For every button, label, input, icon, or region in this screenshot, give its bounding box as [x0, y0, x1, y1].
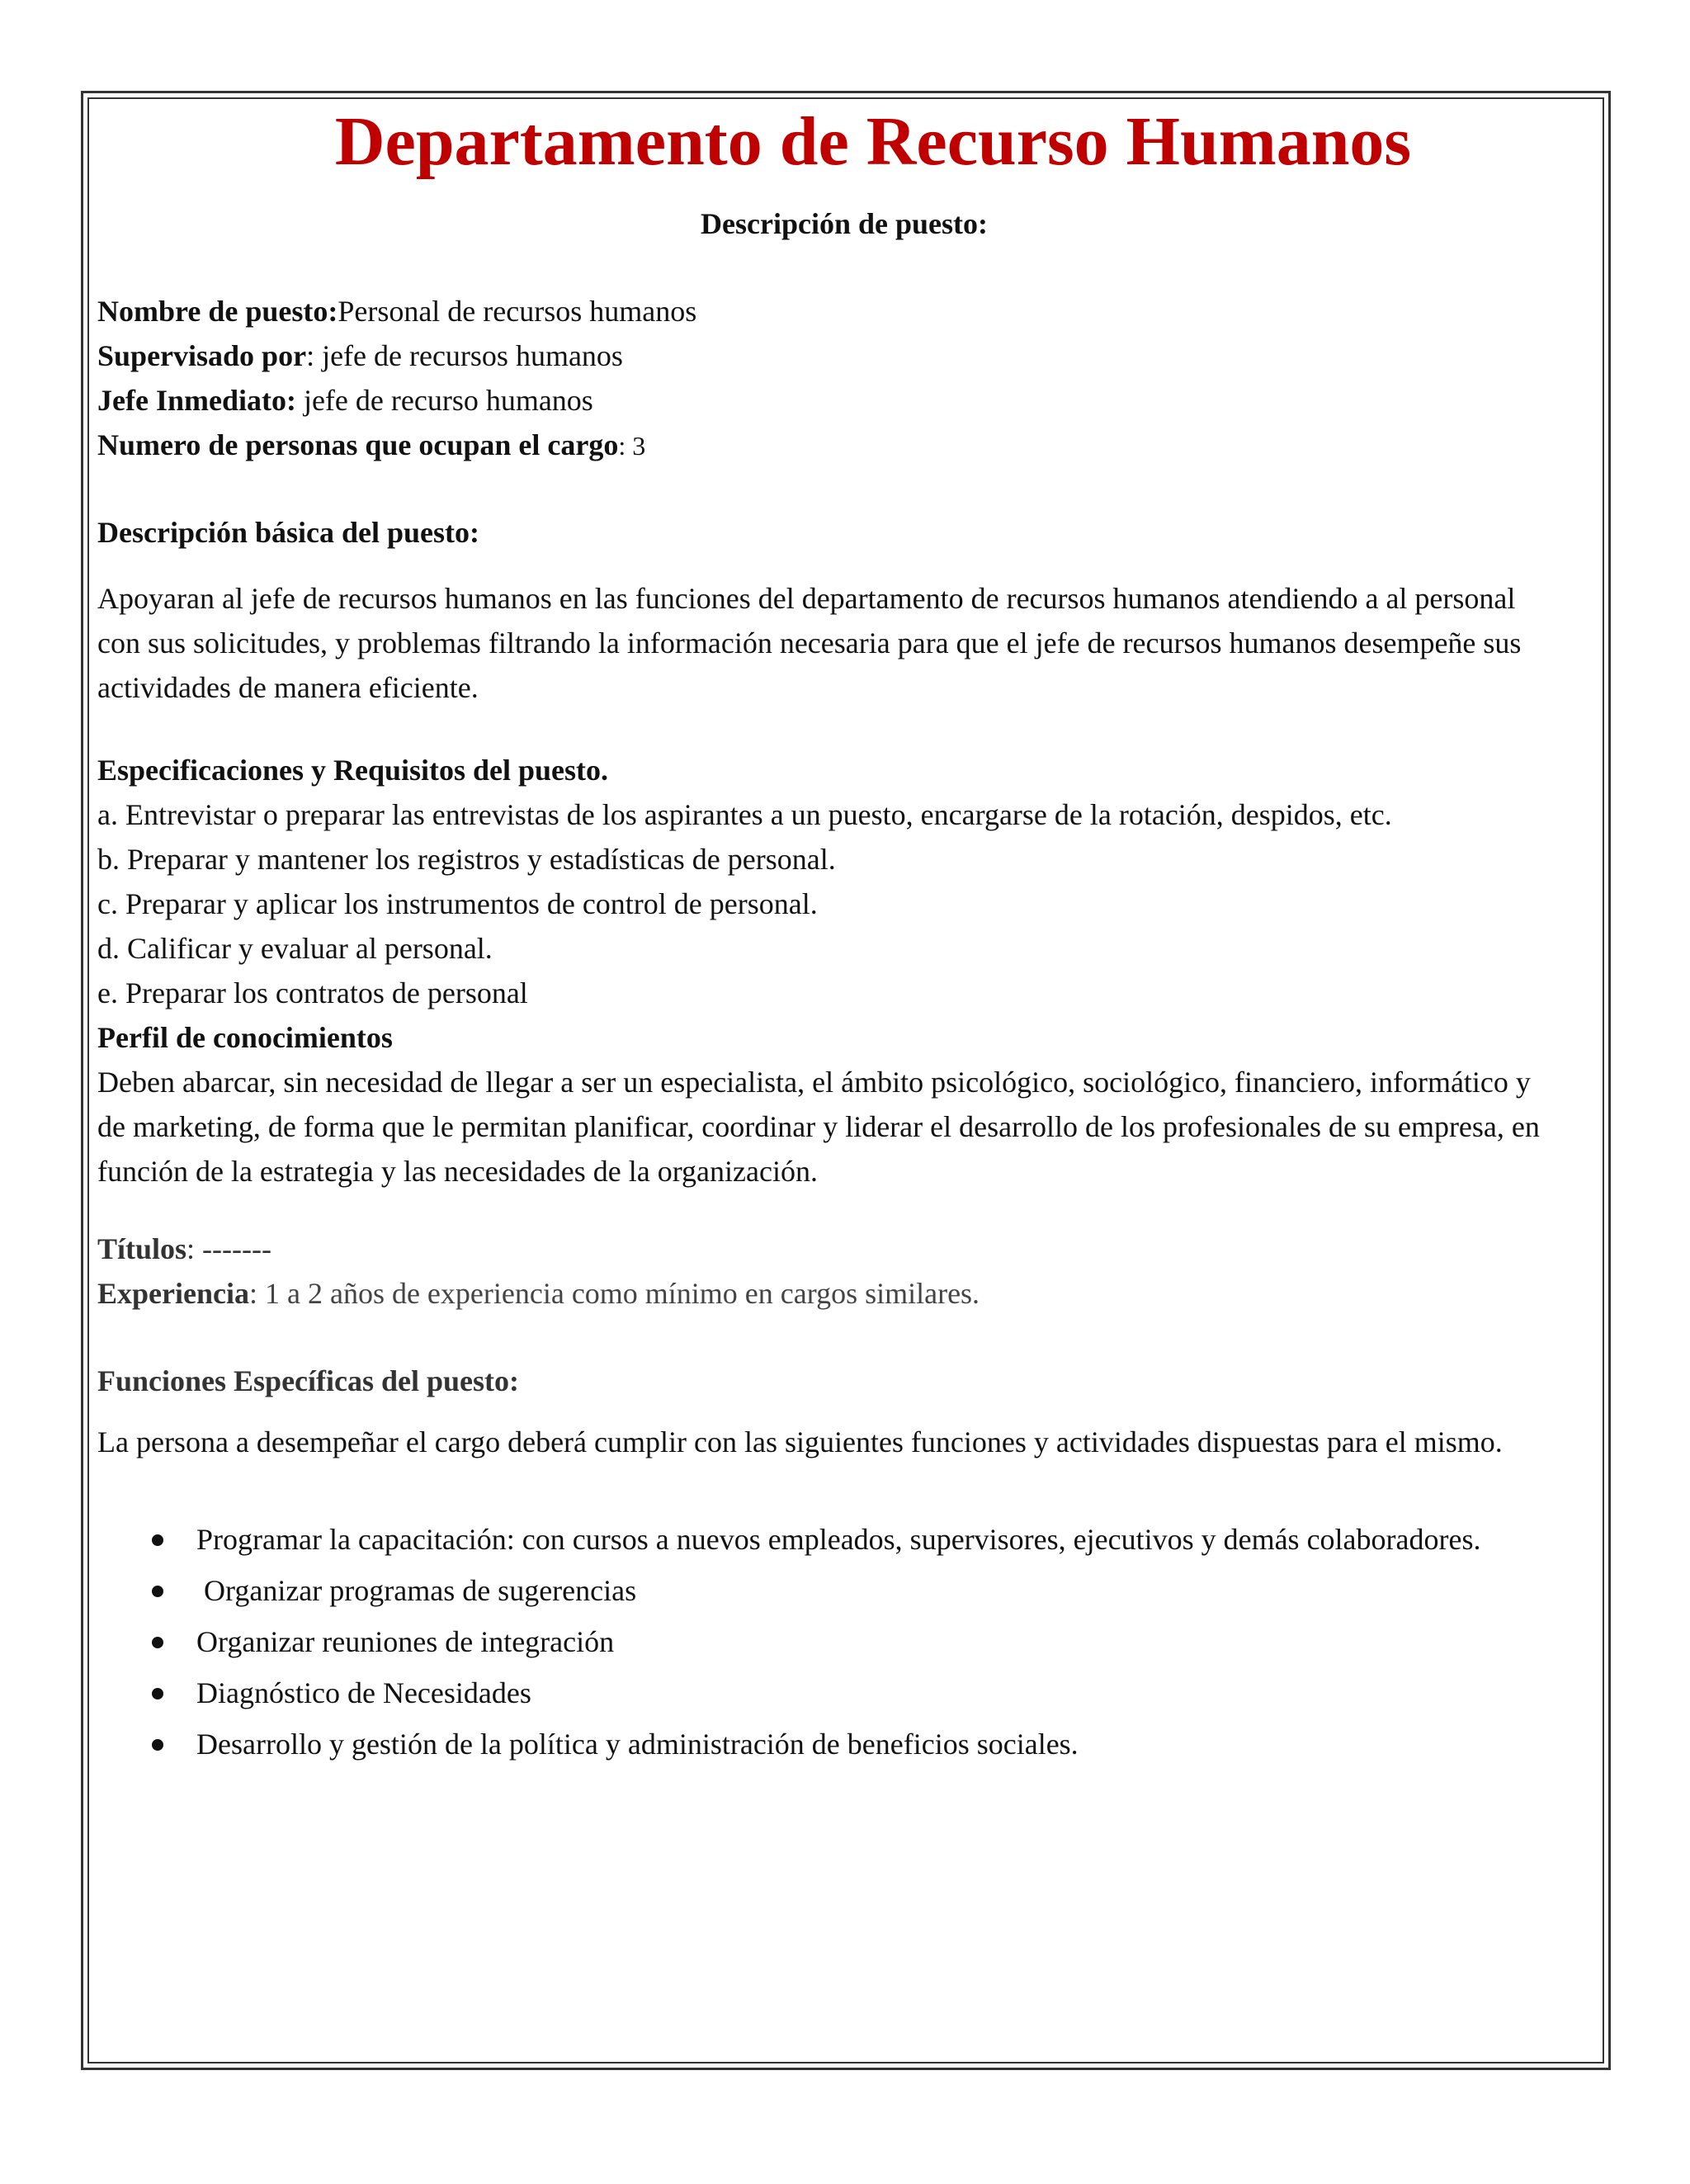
experiencia-label: Experiencia — [97, 1277, 249, 1310]
titulos-value: : ------- — [186, 1232, 271, 1265]
bullet-dot-icon — [152, 1637, 163, 1648]
funciones-bullet-list — [97, 1517, 1558, 1773]
list-item — [97, 1568, 1558, 1613]
titulos-label: Títulos — [97, 1232, 187, 1265]
list-item — [97, 1619, 1558, 1664]
experiencia-line — [97, 1271, 1558, 1316]
perfil-heading-text: Perfil de conocimientos — [97, 1021, 393, 1054]
field-nombre-label: Nombre de puesto: — [97, 295, 338, 328]
especificaciones-section — [97, 748, 1558, 1194]
especificaciones-heading — [97, 748, 1558, 792]
funciones-intro-block — [97, 1420, 1558, 1464]
funciones-heading-text: Funciones Específicas del puesto: — [97, 1364, 520, 1397]
descripcion-basica-text: Apoyaran al jefe de recursos humanos en las funciones del departamento de recursos humanos atendiendo a al personal con sus solicitudes, y problemas filtrando la información necesaria para que el jefe de recursos humanos desempeñe sus actividades de manera eficiente. — [97, 582, 1522, 704]
list-item — [97, 1722, 1558, 1766]
especificaciones-item-d: d. Calificar y evaluar al personal. — [97, 932, 493, 965]
field-numero — [97, 423, 1558, 468]
funciones-intro: La persona a desempeñar el cargo deberá cumplir con las siguientes funciones y actividades dispuestas para el mismo. — [97, 1425, 1503, 1458]
bullet-dot-icon — [152, 1688, 163, 1699]
funciones-heading-block — [97, 1359, 1558, 1403]
descripcion-basica-section — [97, 510, 1558, 555]
list-item-text: Diagnóstico de Necesidades — [196, 1676, 531, 1709]
especificaciones-item-a: a. Entrevistar o preparar las entrevistas de los aspirantes a un puesto, encargarse de la rotación, despidos, etc. — [97, 798, 1392, 831]
descripcion-basica-heading-text: Descripción básica del puesto: — [97, 516, 479, 549]
field-numero-label: Numero de personas que ocupan el cargo — [97, 428, 619, 461]
bullet-dot-icon — [152, 1534, 163, 1546]
job-fields — [97, 289, 1558, 468]
especificaciones-item-b: b. Preparar y mantener los registros y estadísticas de personal. — [97, 843, 836, 876]
field-numero-value: : 3 — [618, 431, 646, 461]
list-item — [97, 1671, 1558, 1715]
descripcion-basica-heading — [97, 510, 1558, 555]
field-nombre — [97, 289, 1558, 333]
list-item-text: Desarrollo y gestión de la política y administración de beneficios sociales. — [196, 1728, 1079, 1761]
list-item-text: Organizar programas de sugerencias — [196, 1574, 637, 1607]
funciones-heading — [97, 1359, 1558, 1403]
especificaciones-item-c: c. Preparar y aplicar los instrumentos de control de personal. — [97, 887, 818, 920]
perfil-text: Deben abarcar, sin necesidad de llegar a ser un especialista, el ámbito psicológico, sociológico, financiero, informático y de marketing, de forma que le permitan planificar, coordinar y liderar el desarrollo de los profesionales de su empresa, en función de la estrategia y las necesidades de la organización. — [97, 1066, 1540, 1188]
bullet-dot-icon — [152, 1586, 163, 1597]
perfil-heading — [97, 1015, 1558, 1060]
document-title: Departamento de Recurso Humanos — [334, 103, 1412, 180]
list-item-text: Organizar reuniones de integración — [196, 1625, 615, 1658]
especificaciones-heading-text: Especificaciones y Requisitos del puesto. — [97, 754, 609, 787]
document-subtitle: Descripción de puesto: — [701, 207, 988, 240]
field-jefe — [97, 378, 1558, 423]
field-jefe-label: Jefe Inmediato: — [97, 384, 296, 417]
field-supervisado-label: Supervisado por — [97, 339, 307, 372]
titulos-experiencia-section — [97, 1227, 1558, 1316]
field-nombre-value: Personal de recursos humanos — [338, 295, 697, 328]
descripcion-basica-text-block — [97, 576, 1558, 710]
experiencia-value: : 1 a 2 años de experiencia como mínimo en cargos similares. — [248, 1277, 980, 1310]
field-jefe-value: jefe de recurso humanos — [295, 384, 593, 417]
field-supervisado-value: : jefe de recursos humanos — [306, 339, 623, 372]
field-supervisado — [97, 333, 1558, 378]
list-item-text: Programar la capacitación: con cursos a nuevos empleados, supervisores, ejecutivos y demás colaboradores. — [196, 1523, 1481, 1556]
bullet-dot-icon — [152, 1739, 163, 1751]
list-item — [97, 1517, 1558, 1562]
titulos-line — [97, 1227, 1558, 1271]
especificaciones-item-e: e. Preparar los contratos de personal — [97, 976, 528, 1009]
